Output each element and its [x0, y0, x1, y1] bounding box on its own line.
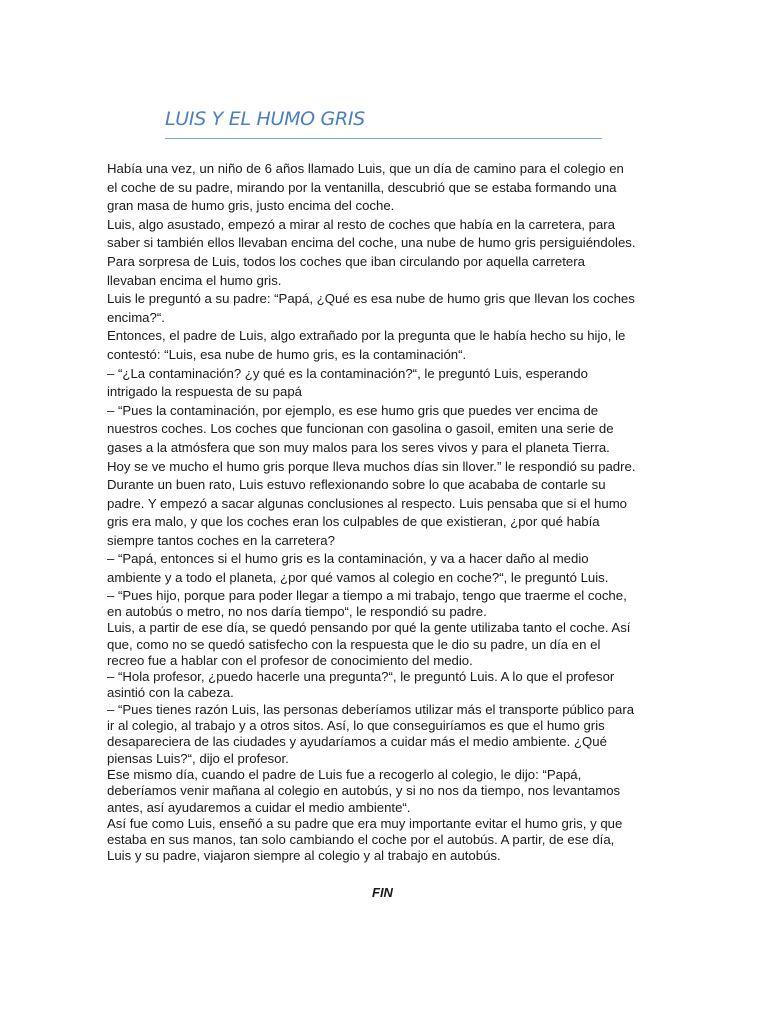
story-line: antes, así ayudaremos a cuidar el medio ambiente“.	[107, 799, 411, 815]
story-line: – “Pues la contaminación, por ejemplo, es ese humo gris que puedes ver encima de	[107, 402, 599, 418]
end-marker: FIN	[372, 885, 393, 900]
story-line: Luis le preguntó a su padre: “Papá, ¿Qué es esa nube de humo gris que llevan los coches	[107, 291, 635, 307]
story-line: Luis y su padre, viajaron siempre al colegio y al trabajo en autobús.	[107, 848, 501, 864]
story-line: desapareciera de las ciudades y ayudaríamos a cuidar más el medio ambiente. ¿Qué	[107, 734, 607, 750]
story-line: Para sorpresa de Luis, todos los coches que iban circulando por aquella carretera	[107, 253, 585, 269]
story-line: saber si también ellos llevaban encima del coche, una nube de humo gris persiguiéndoles.	[107, 235, 636, 251]
story-line: Luis, algo asustado, empezó a mirar al resto de coches que había en la carretera, para	[107, 216, 616, 232]
story-line: Hoy se ve mucho el humo gris porque lleva muchos días sin llover.” le respondió su padre.	[107, 458, 636, 474]
story-line: gases a la atmósfera que son muy malos para los seres vivos y para el planeta Tierra.	[107, 439, 610, 455]
story-line: ir al colegio, al trabajo y a otros sitos. Así, lo que conseguiríamos es que el humo gris	[107, 718, 605, 734]
story-line: Luis, a partir de ese día, se quedó pensando por qué la gente utilizaba tanto el coche. Así	[107, 620, 631, 636]
story-line: Entonces, el padre de Luis, algo extrañado por la pregunta que le había hecho su hijo, le	[107, 328, 626, 344]
story-line: estaba en sus manos, tan solo cambiando el coche por el autobús. A partir, de ese día,	[107, 832, 615, 848]
story-line: nuestros coches. Los coches que funcionan con gasolina o gasoil, emiten una serie de	[107, 421, 614, 437]
story-line: gris era malo, y que los coches eran los culpables de que existieran, ¿por qué había	[107, 514, 600, 530]
story-line: Durante un buen rato, Luis estuvo reflexionando sobre lo que acababa de contarle su	[107, 477, 606, 493]
story-line: gran masa de humo gris, justo encima del coche.	[107, 198, 395, 214]
story-line: – “Papá, entonces si el humo gris es la contaminación, y va a hacer daño al medio	[107, 551, 589, 567]
story-line: asintió con la cabeza.	[107, 685, 234, 701]
title-underline	[165, 138, 602, 139]
story-line: Había una vez, un niño de 6 años llamado Luis, que un día de camino para el colegio en	[107, 161, 624, 176]
story-line: siempre tantos coches en la carretera?	[107, 532, 335, 548]
story-line: que, como no se quedó satisfecho con la respuesta que le dio su padre, un día en el	[107, 636, 601, 652]
story-line: recreo fue a hablar con el profesor de conocimiento del medio.	[107, 652, 473, 668]
story-line: – “Hola profesor, ¿puedo hacerle una pregunta?“, le preguntó Luis. A lo que el profesor	[107, 669, 615, 685]
story-line: piensas Luis?“, dijo el profesor.	[107, 750, 289, 766]
story-line: encima?“.	[107, 309, 165, 325]
story-line: deberíamos venir mañana al colegio en autobús, y si no nos da tiempo, nos levantamos	[107, 783, 621, 799]
story-line: llevaban encima el humo gris.	[107, 272, 282, 288]
story-line: Así fue como Luis, enseñó a su padre que era muy importante evitar el humo gris, y que	[107, 815, 623, 831]
story-line: Ese mismo día, cuando el padre de Luis fue a recogerlo al colegio, le dijo: “Papá,	[107, 766, 582, 782]
story-line: ambiente y a todo el planeta, ¿por qué vamos al colegio en coche?“, le preguntó Luis.	[107, 570, 609, 586]
story-line: – “Pues tienes razón Luis, las personas deberíamos utilizar más el transporte público para	[107, 701, 635, 717]
story-line: padre. Y empezó a sacar algunas conclusiones al respecto. Luis pensaba que si el humo	[107, 495, 628, 511]
story-line: – “¿La contaminación? ¿y qué es la contaminación?“, le preguntó Luis, esperando	[107, 365, 588, 381]
story-line: intrigado la respuesta de su papá	[107, 384, 303, 400]
story-line: en autobús o metro, no nos daría tiempo“, le respondió su padre.	[107, 603, 487, 619]
story-line: – “Pues hijo, porque para poder llegar a tiempo a mi trabajo, tengo que traerme el coche,	[107, 587, 627, 603]
document-title: LUIS Y EL HUMO GRIS	[165, 108, 365, 130]
story-line: el coche de su padre, mirando por la ventanilla, descubrió que se estaba formando una	[107, 179, 617, 195]
story-line: contestó: “Luis, esa nube de humo gris, es la contaminación“.	[107, 346, 467, 362]
story-body	[107, 160, 667, 865]
